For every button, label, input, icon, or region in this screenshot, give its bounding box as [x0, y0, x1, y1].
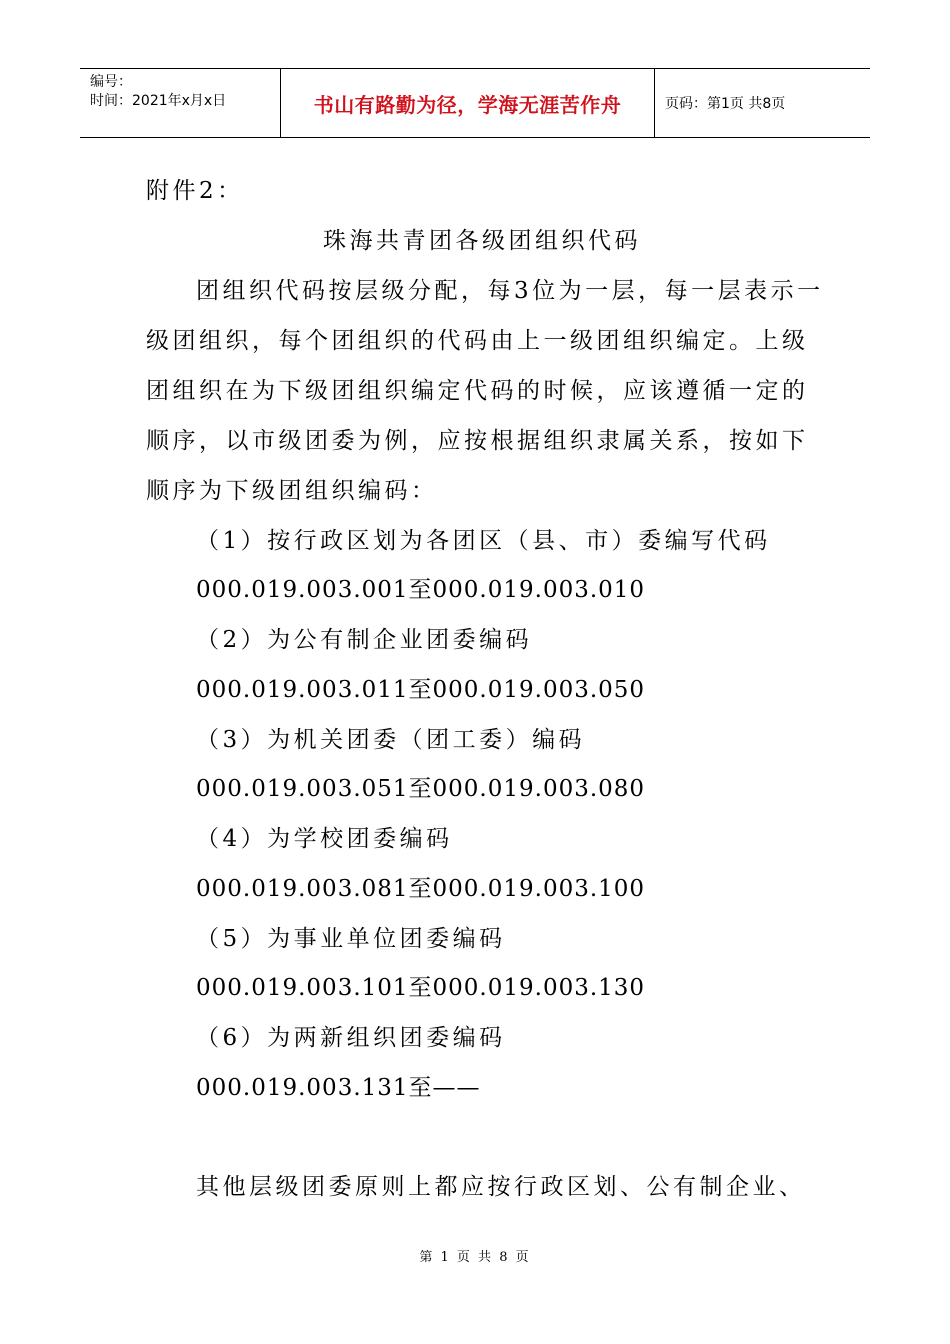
list-item-code: 000.019.003.131至—— — [196, 1075, 481, 1101]
list-item-code: 000.019.003.001至000.019.003.010 — [196, 577, 646, 603]
paragraph-line: 顺序为下级团组织编码： — [146, 478, 438, 504]
paragraph-line: 团组织在为下级团组织编定代码的时候，应该遵循一定的 — [146, 378, 809, 404]
paragraph-line: 团组织代码按层级分配，每3位为一层，每一层表示一 — [196, 278, 824, 304]
paragraph-line: 级团组织，每个团组织的代码由上一级团组织编定。上级 — [146, 328, 809, 354]
header-meta — [80, 69, 281, 137]
page-footer: 第 1 页 共 8 页 — [419, 1250, 531, 1265]
list-item-label: （2）为公有制企业团委编码 — [196, 627, 533, 653]
header-table — [80, 68, 870, 138]
list-item-label: （6）为两新组织团委编码 — [196, 1025, 506, 1051]
paragraph-line: 其他层级团委原则上都应按行政区划、公有制企业、 — [196, 1174, 806, 1200]
list-item-code: 000.019.003.101至000.019.003.130 — [196, 975, 646, 1001]
list-item-code: 000.019.003.051至000.019.003.080 — [196, 776, 646, 802]
header-slogan: 书山有路勤为径，学海无涯苦作舟 — [281, 69, 655, 137]
attachment-label: 附件2： — [146, 178, 244, 204]
list-item-label: （5）为事业单位团委编码 — [196, 926, 506, 952]
list-item-label: （4）为学校团委编码 — [196, 826, 453, 852]
header-page-info: 页码：第1页 共8页 — [665, 96, 786, 112]
list-item-label: （1）按行政区划为各团区（县、市）委编写代码 — [196, 528, 771, 554]
list-item-label: （3）为机关团委（团工委）编码 — [196, 727, 586, 753]
paragraph-line: 顺序，以市级团委为例，应按根据组织隶属关系，按如下 — [146, 428, 809, 454]
document-title: 珠海共青团各级团组织代码 — [323, 228, 641, 254]
time-label: 时间：2021年x月x日 — [90, 93, 227, 109]
number-label: 编号： — [90, 74, 132, 90]
list-item-code: 000.019.003.081至000.019.003.100 — [196, 876, 646, 902]
list-item-code: 000.019.003.011至000.019.003.050 — [196, 677, 646, 703]
